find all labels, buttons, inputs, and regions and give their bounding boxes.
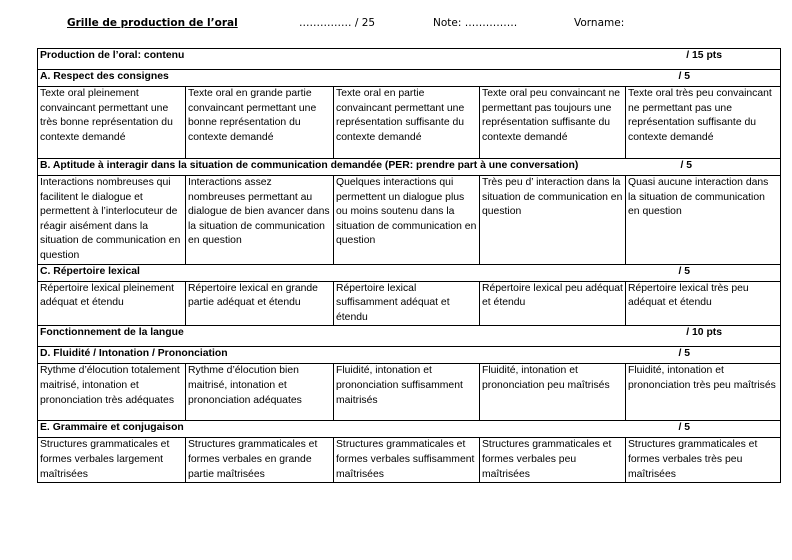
- criterion-levels-e: [38, 438, 781, 483]
- criterion-points: / 5: [678, 71, 691, 82]
- level-cell: Fluidité, intonation et prononciation très peu maîtrisés: [626, 364, 781, 421]
- level-cell: Interactions nombreuses qui facilitent le dialogue et permettent à l’interlocuteur de réagir aisément dans la situation de communication en question: [38, 176, 186, 265]
- document-header: [0, 17, 792, 35]
- level-cell: Structures grammaticales et formes verbales suffisamment maîtrisées: [334, 438, 480, 483]
- level-cell: Texte oral en grande partie convaincant permettant une bonne représentation du contexte demandé: [186, 87, 334, 159]
- criterion-levels-c: [38, 281, 781, 326]
- level-cell: Interactions assez nombreuses permettant au dialogue de bien avancer dans la situation de communication en question: [186, 176, 334, 265]
- level-cell: Texte oral très peu convaincant ne permettant pas une représentation suffisante du contexte demandé: [626, 87, 781, 159]
- total-score-field: …………… / 25: [299, 17, 376, 29]
- assessment-grid: [37, 48, 781, 483]
- level-cell: Structures grammaticales et formes verbales en grande partie maîtrisées: [186, 438, 334, 483]
- document-title: Grille de production de l’oral: [67, 17, 238, 29]
- criterion-header-a: [38, 70, 781, 87]
- level-cell: Répertoire lexical suffisamment adéquat et étendu: [334, 281, 480, 326]
- level-cell: Structures grammaticales et formes verbales largement maîtrisées: [38, 438, 186, 483]
- section-header-langue: [38, 326, 781, 347]
- criterion-points: / 5: [678, 422, 691, 434]
- section-points: / 10 pts: [686, 327, 723, 339]
- level-cell: Structures grammaticales et formes verbales très peu maîtrisées: [626, 438, 781, 483]
- criterion-points: / 5: [680, 160, 693, 171]
- criterion-title: B. Aptitude à interagir dans la situation de communication demandée (PER: prendre part à une conversation): [40, 160, 579, 171]
- level-cell: Rythme d’élocution bien maitrisé, intonation et prononciation adéquates: [186, 364, 334, 421]
- level-cell: Répertoire lexical pleinement adéquat et étendu: [38, 281, 186, 326]
- note-field: Note: ……………: [433, 17, 518, 29]
- section-title: Production de l’oral: contenu: [40, 50, 185, 61]
- criterion-points: / 5: [678, 265, 691, 277]
- level-cell: Fluidité, intonation et prononciation peu maîtrisés: [480, 364, 626, 421]
- criterion-points: / 5: [678, 348, 691, 360]
- criterion-header-b: [38, 159, 781, 176]
- section-points: / 15 pts: [686, 50, 723, 61]
- level-cell: Fluidité, intonation et prononciation suffisamment maitrisés: [334, 364, 480, 421]
- criterion-header-c: [38, 264, 781, 281]
- section-header-contenu: [38, 49, 781, 70]
- criterion-levels-d: [38, 364, 781, 421]
- criterion-title: E. Grammaire et conjugaison: [40, 422, 184, 434]
- level-cell: Texte oral en partie convaincant permettant une représentation suffisante du contexte demandé: [334, 87, 480, 159]
- level-cell: Rythme d’élocution totalement maitrisé, intonation et prononciation très adéquates: [38, 364, 186, 421]
- vorname-field: Vorname:: [574, 17, 625, 29]
- level-cell: Quasi aucune interaction dans la situation de communication en question: [626, 176, 781, 265]
- criterion-levels-a: [38, 87, 781, 159]
- criterion-header-d: [38, 347, 781, 364]
- section-title: Fonctionnement de la langue: [40, 327, 184, 339]
- level-cell: Structures grammaticales et formes verbales peu maîtrisées: [480, 438, 626, 483]
- level-cell: Répertoire lexical peu adéquat et étendu: [480, 281, 626, 326]
- criterion-title: A. Respect des consignes: [40, 71, 169, 82]
- level-cell: Texte oral pleinement convaincant permettant une très bonne représentation du contexte demandé: [38, 87, 186, 159]
- level-cell: Texte oral peu convaincant ne permettant pas toujours une représentation suffisante du contexte demandé: [480, 87, 626, 159]
- criterion-title: C. Répertoire lexical: [40, 265, 140, 277]
- level-cell: Répertoire lexical très peu adéquat et étendu: [626, 281, 781, 326]
- criterion-header-e: [38, 421, 781, 438]
- level-cell: Répertoire lexical en grande partie adéquat et étendu: [186, 281, 334, 326]
- level-cell: Très peu d’ interaction dans la situation de communication en question: [480, 176, 626, 265]
- criterion-levels-b: [38, 176, 781, 265]
- level-cell: Quelques interactions qui permettent un dialogue plus ou moins soutenu dans la situation de communication en question: [334, 176, 480, 265]
- criterion-title: D. Fluidité / Intonation / Prononciation: [40, 348, 228, 360]
